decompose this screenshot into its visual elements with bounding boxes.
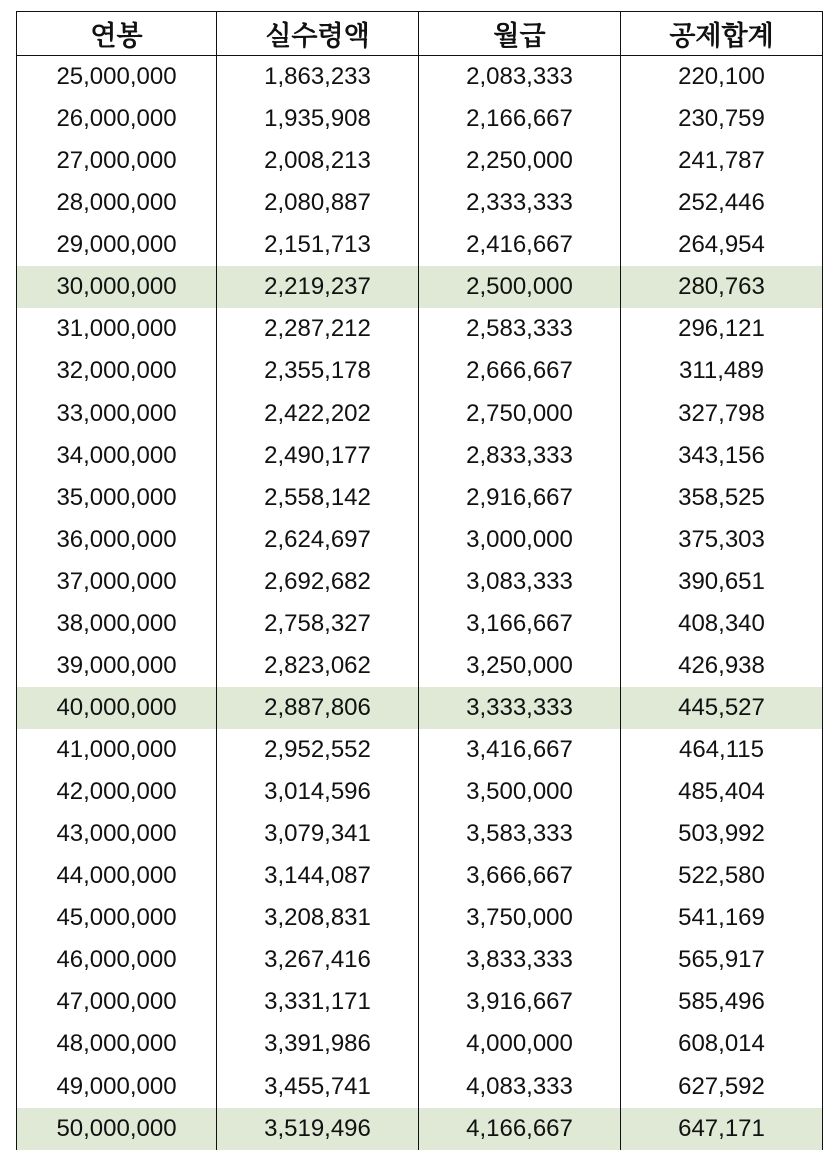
cell-monthly-pay: 3,000,000 (419, 519, 621, 561)
cell-net-pay: 2,692,682 (217, 561, 419, 603)
cell-monthly-pay: 2,583,333 (419, 308, 621, 350)
cell-monthly-pay: 3,500,000 (419, 771, 621, 813)
table-row (17, 224, 823, 266)
header-annual-salary: 연봉 (17, 12, 217, 56)
cell-total-deduction: 541,169 (621, 897, 823, 939)
cell-net-pay: 2,287,212 (217, 308, 419, 350)
cell-monthly-pay: 4,166,667 (419, 1108, 621, 1150)
cell-total-deduction: 426,938 (621, 645, 823, 687)
cell-monthly-pay: 2,500,000 (419, 266, 621, 308)
cell-net-pay: 2,823,062 (217, 645, 419, 687)
cell-monthly-pay: 4,083,333 (419, 1066, 621, 1108)
cell-total-deduction: 485,404 (621, 771, 823, 813)
header-total-deduction: 공제합계 (621, 12, 823, 56)
table-row (17, 435, 823, 477)
cell-net-pay: 1,863,233 (217, 56, 419, 99)
cell-net-pay: 3,079,341 (217, 813, 419, 855)
table-row (17, 813, 823, 855)
cell-total-deduction: 311,489 (621, 350, 823, 392)
cell-total-deduction: 445,527 (621, 687, 823, 729)
cell-monthly-pay: 3,416,667 (419, 729, 621, 771)
cell-annual-salary: 45,000,000 (17, 897, 217, 939)
cell-monthly-pay: 3,166,667 (419, 603, 621, 645)
cell-monthly-pay: 2,333,333 (419, 182, 621, 224)
table-row (17, 855, 823, 897)
cell-monthly-pay: 2,833,333 (419, 435, 621, 477)
cell-total-deduction: 408,340 (621, 603, 823, 645)
cell-net-pay: 2,624,697 (217, 519, 419, 561)
cell-net-pay: 2,219,237 (217, 266, 419, 308)
cell-total-deduction: 647,171 (621, 1108, 823, 1150)
header-monthly-pay: 월급 (419, 12, 621, 56)
table-row (17, 519, 823, 561)
cell-total-deduction: 220,100 (621, 56, 823, 99)
cell-total-deduction: 343,156 (621, 435, 823, 477)
cell-total-deduction: 585,496 (621, 981, 823, 1023)
cell-net-pay: 2,151,713 (217, 224, 419, 266)
cell-annual-salary: 46,000,000 (17, 939, 217, 981)
cell-monthly-pay: 3,583,333 (419, 813, 621, 855)
cell-annual-salary: 38,000,000 (17, 603, 217, 645)
cell-total-deduction: 464,115 (621, 729, 823, 771)
table-row (17, 603, 823, 645)
table-row-highlighted (17, 266, 823, 308)
cell-annual-salary: 31,000,000 (17, 308, 217, 350)
cell-annual-salary: 33,000,000 (17, 393, 217, 435)
cell-net-pay: 3,208,831 (217, 897, 419, 939)
cell-monthly-pay: 3,083,333 (419, 561, 621, 603)
table-row (17, 393, 823, 435)
table-row (17, 1066, 823, 1108)
cell-net-pay: 2,758,327 (217, 603, 419, 645)
cell-monthly-pay: 2,750,000 (419, 393, 621, 435)
cell-total-deduction: 264,954 (621, 224, 823, 266)
cell-annual-salary: 27,000,000 (17, 140, 217, 182)
table-row (17, 897, 823, 939)
table-row (17, 729, 823, 771)
cell-monthly-pay: 4,000,000 (419, 1023, 621, 1065)
table-row-highlighted (17, 1108, 823, 1150)
cell-net-pay: 2,558,142 (217, 477, 419, 519)
cell-monthly-pay: 3,666,667 (419, 855, 621, 897)
cell-total-deduction: 296,121 (621, 308, 823, 350)
cell-total-deduction: 608,014 (621, 1023, 823, 1065)
cell-annual-salary: 36,000,000 (17, 519, 217, 561)
cell-net-pay: 3,519,496 (217, 1108, 419, 1150)
cell-net-pay: 2,080,887 (217, 182, 419, 224)
cell-net-pay: 3,455,741 (217, 1066, 419, 1108)
cell-net-pay: 1,935,908 (217, 98, 419, 140)
table-row (17, 771, 823, 813)
cell-net-pay: 3,331,171 (217, 981, 419, 1023)
cell-net-pay: 3,267,416 (217, 939, 419, 981)
cell-annual-salary: 30,000,000 (17, 266, 217, 308)
cell-monthly-pay: 3,250,000 (419, 645, 621, 687)
cell-annual-salary: 32,000,000 (17, 350, 217, 392)
cell-annual-salary: 28,000,000 (17, 182, 217, 224)
table-body (17, 56, 823, 1150)
cell-monthly-pay: 2,083,333 (419, 56, 621, 99)
cell-total-deduction: 280,763 (621, 266, 823, 308)
cell-annual-salary: 34,000,000 (17, 435, 217, 477)
table-row-highlighted (17, 687, 823, 729)
table-row (17, 350, 823, 392)
cell-net-pay: 2,355,178 (217, 350, 419, 392)
cell-total-deduction: 627,592 (621, 1066, 823, 1108)
cell-net-pay: 2,952,552 (217, 729, 419, 771)
table-row (17, 477, 823, 519)
table-header (17, 12, 823, 56)
cell-net-pay: 2,422,202 (217, 393, 419, 435)
cell-net-pay: 3,144,087 (217, 855, 419, 897)
cell-annual-salary: 41,000,000 (17, 729, 217, 771)
table-row (17, 981, 823, 1023)
cell-net-pay: 2,887,806 (217, 687, 419, 729)
cell-monthly-pay: 2,166,667 (419, 98, 621, 140)
cell-total-deduction: 358,525 (621, 477, 823, 519)
cell-total-deduction: 565,917 (621, 939, 823, 981)
cell-annual-salary: 50,000,000 (17, 1108, 217, 1150)
table-row (17, 561, 823, 603)
cell-net-pay: 3,391,986 (217, 1023, 419, 1065)
cell-annual-salary: 42,000,000 (17, 771, 217, 813)
table-row (17, 308, 823, 350)
cell-annual-salary: 48,000,000 (17, 1023, 217, 1065)
cell-total-deduction: 327,798 (621, 393, 823, 435)
table-row (17, 140, 823, 182)
cell-net-pay: 2,490,177 (217, 435, 419, 477)
cell-annual-salary: 39,000,000 (17, 645, 217, 687)
cell-annual-salary: 35,000,000 (17, 477, 217, 519)
table-row (17, 939, 823, 981)
cell-monthly-pay: 2,916,667 (419, 477, 621, 519)
cell-monthly-pay: 2,666,667 (419, 350, 621, 392)
cell-total-deduction: 522,580 (621, 855, 823, 897)
table-row (17, 645, 823, 687)
cell-monthly-pay: 2,250,000 (419, 140, 621, 182)
cell-annual-salary: 26,000,000 (17, 98, 217, 140)
cell-net-pay: 3,014,596 (217, 771, 419, 813)
cell-annual-salary: 29,000,000 (17, 224, 217, 266)
cell-total-deduction: 390,651 (621, 561, 823, 603)
cell-annual-salary: 44,000,000 (17, 855, 217, 897)
table-row (17, 56, 823, 99)
cell-net-pay: 2,008,213 (217, 140, 419, 182)
cell-annual-salary: 49,000,000 (17, 1066, 217, 1108)
table-row (17, 182, 823, 224)
header-net-pay: 실수령액 (217, 12, 419, 56)
cell-annual-salary: 25,000,000 (17, 56, 217, 99)
cell-total-deduction: 230,759 (621, 98, 823, 140)
cell-monthly-pay: 3,333,333 (419, 687, 621, 729)
header-row (17, 12, 823, 56)
cell-annual-salary: 40,000,000 (17, 687, 217, 729)
cell-annual-salary: 47,000,000 (17, 981, 217, 1023)
salary-table (16, 11, 823, 1150)
cell-monthly-pay: 3,916,667 (419, 981, 621, 1023)
cell-monthly-pay: 2,416,667 (419, 224, 621, 266)
cell-monthly-pay: 3,833,333 (419, 939, 621, 981)
cell-total-deduction: 241,787 (621, 140, 823, 182)
table-row (17, 1023, 823, 1065)
cell-annual-salary: 37,000,000 (17, 561, 217, 603)
cell-total-deduction: 503,992 (621, 813, 823, 855)
table-row (17, 98, 823, 140)
cell-total-deduction: 375,303 (621, 519, 823, 561)
cell-annual-salary: 43,000,000 (17, 813, 217, 855)
cell-monthly-pay: 3,750,000 (419, 897, 621, 939)
cell-total-deduction: 252,446 (621, 182, 823, 224)
